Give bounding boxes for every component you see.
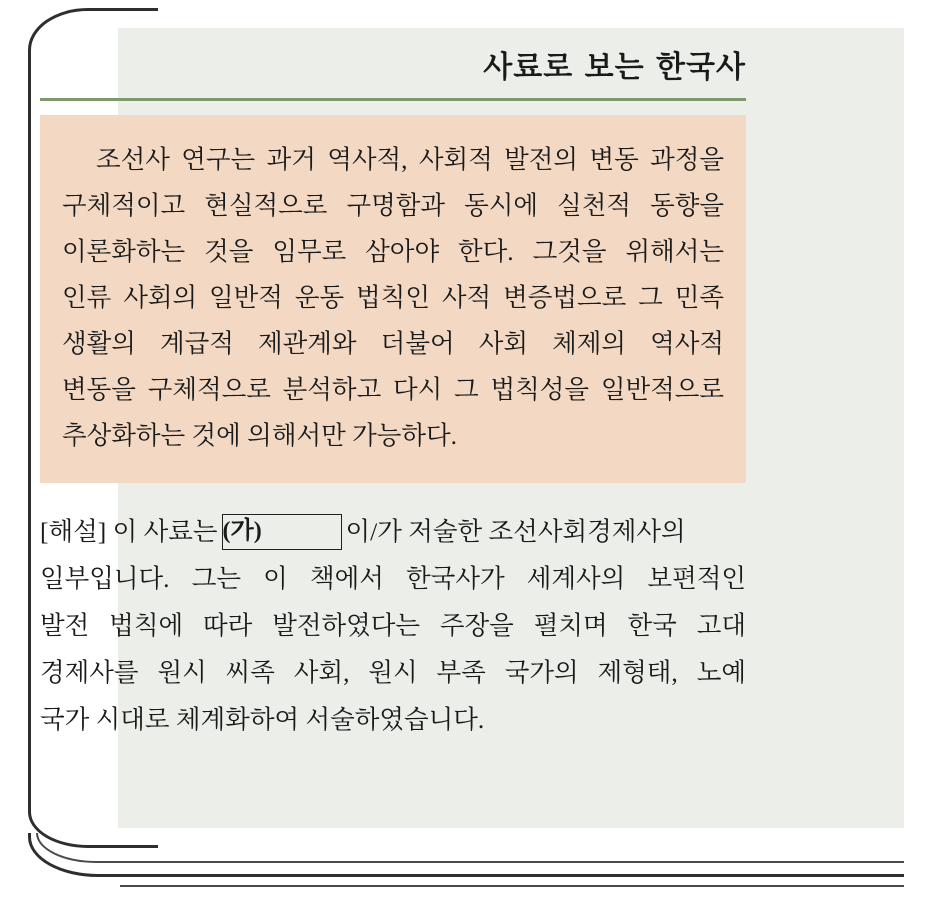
answer-blank-box: (가) <box>222 514 342 550</box>
section-header <box>40 42 746 101</box>
source-line: 인류 사회의 일반적 운동 법칙인 사적 변증법으로 그 민족 <box>62 283 724 312</box>
commentary-line1-after: 이/가 저술한 조선사회경제사의 <box>345 517 686 546</box>
commentary-line1-before: 이 사료는 <box>106 517 218 546</box>
commentary-line: 일부입니다. 그는 이 책에서 한국사가 세계사의 보편적인 <box>40 564 746 593</box>
book-bottom-edge <box>28 833 904 893</box>
source-line: 변동을 구체적으로 분석하고 다시 그 법칙성을 일반적으로 <box>62 375 724 404</box>
commentary-line: 국가 시대로 체계화하여 서술하였습니다. <box>40 705 485 734</box>
commentary-line-with-blank <box>40 508 746 555</box>
source-line: 조선사 연구는 과거 역사적, 사회적 발전의 변동 과정을 <box>96 145 724 174</box>
historical-source-box <box>40 115 746 483</box>
source-line: 추상화하는 것에 의해서만 가능하다. <box>62 421 457 450</box>
header-divider <box>40 98 746 101</box>
book-edge-line-3 <box>120 885 904 887</box>
book-edge-line-2 <box>106 861 904 863</box>
book-edge-line-1 <box>114 874 904 877</box>
commentary-block <box>40 508 746 743</box>
source-line: 이론화하는 것을 임무로 삼아야 한다. 그것을 위해서는 <box>62 237 724 266</box>
source-line: 구체적이고 현실적으로 구명함과 동시에 실천적 동향을 <box>62 191 724 220</box>
commentary-label: [해설] <box>40 517 107 546</box>
commentary-line: 발전 법칙에 따라 발전하였다는 주장을 펼치며 한국 고대 <box>40 611 746 640</box>
source-line: 생활의 계급적 제관계와 더불어 사회 체제의 역사적 <box>62 329 724 358</box>
page-title: 사료로 보는 한국사 <box>483 50 746 85</box>
commentary-line: 경제사를 원시 씨족 사회, 원시 부족 국가의 제형태, 노예 <box>40 658 746 687</box>
